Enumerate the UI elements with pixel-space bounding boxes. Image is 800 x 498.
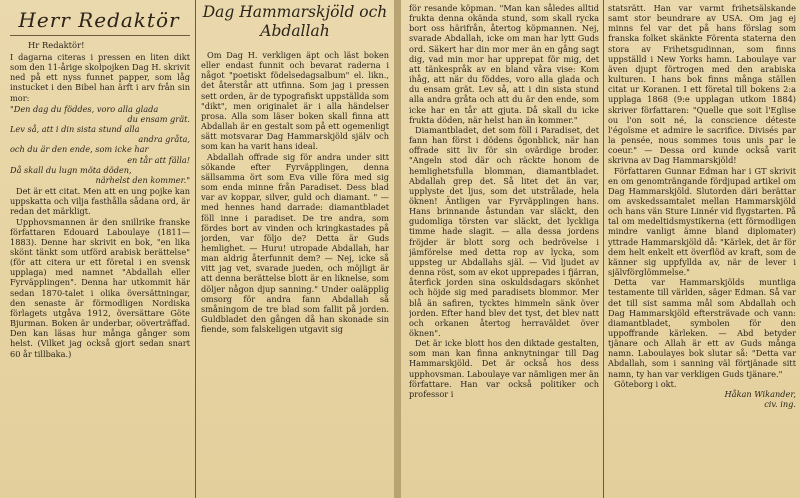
verse-line: Då skall du lugn möta döden, <box>10 164 132 175</box>
dateline: Göteborg i okt. <box>614 378 677 389</box>
col4-para-3: Detta var Hammarskjölds muntliga testamente till världen, säger Edman. Så var det till sist samma mål som Abdallah och Dag Hammarskjöld eftersträvade och vann: diamantbladet, symbolen för den uppoffrande kärleken. — Abd betyder tjänare och Allah är ett av Guds många namn. Laboulayes bok slutar så: "Detta var Abdallah, som i sanning väl förtjänade sitt namn, ty han var verkligen Guds tjänare." <box>608 277 796 379</box>
col3-para-1: för resande köpman. "Man kan således alltid frukta denna okända stund, som skall rycka bort oss härifrån, återtog köpmannen. Nej, svarade Abdallah, icke om man har lytt Guds ord. Säkert har din mor mer än en gång sagt dig, vad min mor har upprepat för mig, det att tänkespråk av en bland våra vise: Kom ihåg, att när du föddes, voro alla glada och du ensam grät. Lev så, att i din sista stund alla andra gråta och att du är den ende, som icke har en tår att gjuta. Då skall du icke frukta döden, när helst han än kommer." <box>409 3 599 125</box>
col2-para-1: Om Dag H. verkligen äpt och läst boken eller endast funnit och bevarat raderna i något "poetiskt födelsedagsalbum" el. likn., det återstår att utfinna. Som jag i pressen sett orden, är de typografiskt uppställda som "dikt", men originalet är i alla händelser prosa. Alla som läser boken skall finna att Abdallah är en gestalt som på ett ogemenligt sätt motsvarar Dag Hammarskjöld själv och som kan ha varit hans ideal. <box>201 50 389 152</box>
verse-line: Lev så, att i din sista stund alla <box>10 124 140 135</box>
column2-body <box>201 50 389 496</box>
column1-body <box>10 52 190 496</box>
col4-para-2: Författaren Gunnar Edman har i GT skrivit en om genomträngande fördjupad artikel om Dag Hammarskjöld. Slutorden däri berättar om avskedssamtalet mellan Hammarskjöld och hans vän Sture Linnér vid flygstarten. På tal om medeltidsmystikerna (ett förmodligen mindre vanligt ämne bland diplomater) yttrade Hammarskjöld då: "Kärlek, det är för dem helt enkelt ett överflöd av kraft, som de känner sig uppfyllda av, när de lever i självförglömmelse." <box>608 165 796 278</box>
verse-line: du ensam grät. <box>127 113 190 124</box>
col1-para-1: I dagarna citeras i pressen en liten dikt som den 11-årige skolpojken Dag H. skrivit ned på ett nyss funnet papper, som låg instucket i den Bibel han ärft i arv från sin mor: <box>10 52 190 103</box>
verse-line: närhelst den kommer." <box>95 174 190 185</box>
col3-para-2: Diamantbladet, det som föll i Paradiset, det fann han först i dödens ögonblick, när han offrade sitt liv för sin ovärdige broder. "Angeln stod där och räckte honom de hemlighetsfulla blomman, diamantbladet. Abdallah grep det. Så litet det än var, upplyste det ljus, som det utstrålade, hela öknen! Äntligen var Fyrväpplingen hans. Hans brinnande åstundan var släckt, den gudomliga törsten var släckt, det lyckliga timme hade slagit. — alla dessa jordens fröjder är blott sorg och bedrövelse i jämförelse med detta rop av lycka, som uppsteg ur Abdallahs själ. — Vid ljudet av denna röst, som av ekot upprepades i fjärran, återfick jorden sina oskuldsdagars skönhet och höjde sig med paradisets blommor. Mer blå än safiren, tycktes himmeln sänk över jorden. Efter hand blev det tyst, det blev natt och orkanen återtog herraväldet över öknen". <box>409 124 599 338</box>
signature-title: civ. ing. <box>764 399 796 410</box>
title-underline <box>10 35 190 36</box>
col2-para-2: Abdallah offrade sig för andra under sitt sökande efter Fyrväpplingen, denna sällsamma ört som Eva ville föra med sig som enda minne från Paradiset. Dess blad var av koppar, silver, guld och diamant. " — med hennes hand darrade: diamantbladet föll inne i paradiset. De tre andra, som fördes bort av vinden och kringkastades på jorden, var följo de? Detta är Guds hemlighet. — Huru! utropade Abdallah, har man aldrig återfunnit dem? — Nej, icke så vitt jag vet, svarade jueden, och möjligt är att denna berättelse blott är en liknelse, som döljer någon djup sanning." Under oaläpplig omsorg för andra fann Abdallah så småningom de tre blad som fallit på jorden. Guldbladet den gången då han skonade sin fiende, som falskeligen utgavit sig <box>201 151 389 335</box>
signature: Håkan Wikander, <box>724 388 796 399</box>
column2-title: Dag Hammarskjöld och Abdallah <box>202 3 388 40</box>
left-clipping <box>0 0 394 498</box>
col1-para-2: Det är ett citat. Men att en ung pojke kan uppskatta och vilja fasthålla sådana ord, är redan det märkligt. <box>10 186 190 217</box>
verse-line: andra gråta, <box>138 134 190 145</box>
verse-line: och du är den ende, som icke har <box>10 144 149 155</box>
column1-title: Herr Redaktör <box>18 8 180 32</box>
col3-para-3: Det är icke blott hos den diktade gestalten, som man kan finna anknytningar till Dag Hammarskjöld. Det är också hos dess upphovsman. Laboulaye var nämligen mer än författare. Han var också politiker och professor i <box>409 338 599 399</box>
column4-body <box>608 3 796 496</box>
greeting: Hr Redaktör! <box>28 40 85 50</box>
col1-para-3: Upphovsmannen är den snillrike franske författaren Edouard Laboulaye (1811—1883). Denne har skrivit en bok, "en lika skönt tänkt som utförd arabisk berättelse" (för att citera ur ett företal i en svensk upplaga) med namnet "Abdallah eller Fyrväpplingen". Denna har utkommit här sedan 1870-talet i olika översättningar, den senaste är förmodligen Nordiska förlagets utgåva 1912, översättare Göte Bjurman. Boken är underbar, oöverträffad. Den kan läsas hur många gånger som helst. (Vilket jag också gjort sedan snart 60 år tillbaka.) <box>10 216 190 359</box>
column3-body <box>409 3 599 496</box>
verse-line: "Den dag du föddes, voro alla glada <box>10 103 159 114</box>
column-rule <box>195 0 196 498</box>
verse-line: en tår att fälla! <box>127 154 190 165</box>
col4-para-1: statsrätt. Han var varmt frihetsälskande samt stor beundrare av USA. Om jag ej minns fel var det på hans förslag som franska folket skänkte Förenta staterna den stora av Frihetsgudinnan, som finns uppställd i New Yorks hamn. Laboulaye var även djupt förtrogen med den arabiska kulturen. I hans bok finns många ställen citat ur Koranen. I ett företal till bokens 2:a upplaga 1868 (9:e upplagan utkom 1884) skriver författaren: "Quelle que soit l'Eglise ou l'on soit né, la conscience déteste l'égoïsme et admire le sacrifice. Divisés par la pensée, nous sommes tous unis par le coeur." — Dessa ord kunde också varit skrivna av Dag Hammarskjöld! <box>608 3 796 166</box>
clipping-gap <box>394 0 401 498</box>
right-clipping <box>401 0 800 498</box>
poem-verse <box>10 104 190 185</box>
column-rule <box>603 0 604 498</box>
